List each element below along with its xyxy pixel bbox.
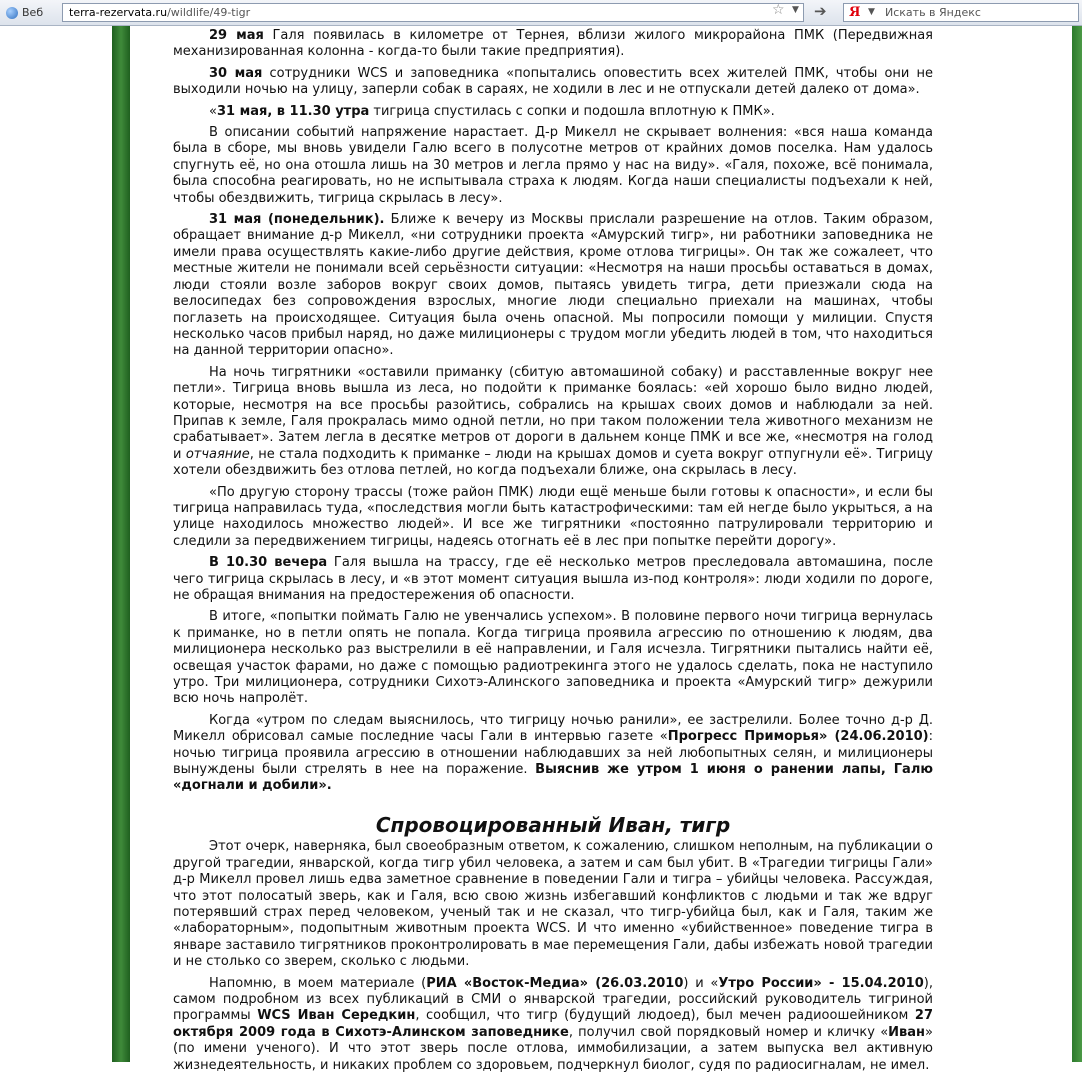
paragraph: Когда «утром по следам выяснилось, что тигрицу ночью ранили», ее застрелили. Более точно д-р Д. Микелл обрисовал самые последние часы Гали в интервью газете «Прогресс Приморья» (24.06.2010): ночью тигрица проявила агрессию в отношении наблюдавших за ней любопытных селян, и милиционеры вынуждены были стрелять в нее на поражение. Выяснив же утром 1 июня о ранении лапы, Галю «догнали и добили».	[173, 712, 934, 794]
search-box[interactable]	[843, 3, 1079, 22]
address-dropdown-icon[interactable]: ▼	[792, 5, 799, 15]
search-placeholder: Искать в Яндекс	[885, 6, 981, 19]
url-host: terra-rezervata.ru	[69, 6, 168, 19]
globe-icon	[6, 7, 18, 19]
search-engine-dropdown-icon[interactable]: ▼	[868, 7, 875, 17]
paragraph: В описании событий напряжение нарастает. Д-р Микелл не скрывает волнения: «вся наша команда была в сборе, мы вновь увидели Галю всего в полусотне метров от крайних домов поселка. Нам удалось спугнуть её, но она отошла лишь на 30 метров и легла прямо у нас на виду». «Галя, похоже, всё понимала, была способна реагировать, но не испытывала страха к людям. Когда наши специалисты подъехали к ней, чтобы обездвижить, тигрица скрылась в лесу».	[173, 125, 933, 206]
web-label: Веб	[22, 6, 44, 19]
paragraph: «По другую сторону трассы (тоже район ПМК) люди ещё меньше были готовы к опасности», и если бы тигрица направилась туда, «последствия могли быть катастрофическими: там ей негде было укрыться, а на улице находилось множество людей». И все же тигрятники «постоянно патрулировали территорию и следили за передвижением тигрицы, надеясь отогнать её в лес при попытке перейти дорогу».	[173, 484, 933, 549]
paragraph: В 10.30 вечера Галя вышла на трассу, где её несколько метров преследовала автомашина, после чего тигрица скрылась в лесу, и «в этот момент ситуация вышла из-под контроля»: люди ходили по дороге, не обращая внимания на предостережения об опасности.	[173, 555, 933, 603]
go-arrow-icon[interactable]: ➔	[814, 2, 827, 20]
paragraph: «31 мая, в 11.30 утра тигрица спустилась с сопки и подошла вплотную к ПМК».	[209, 103, 775, 119]
paragraph: В итоге, «попытки поймать Галю не увенчались успехом». В половине первого ночи тигрица вернулась к приманке, но в петли опять не попала. Когда тигрица проявила агрессию по отношению к людям, два милиционера несколько раз выстрелили в её направлении, и Галя исчезла. Тигрятники пытались найти её, освещая участок фарами, но даже с помощью радиотрекинга этого не удалось сделать, пока не наступило утро. Три милиционера, сотрудники Сихотэ-Алинского заповедника и проекта «Амурский тигр» дежурили всю ночь напролёт.	[173, 609, 933, 707]
bookmark-star-icon[interactable]: ☆	[772, 2, 785, 18]
paragraph: 30 мая сотрудники WCS и заповедника «попытались оповестить всех жителей ПМК, чтобы они не выходили ночью на улицу, заперли собак в сараях, не ходили в лес и не отпускали детей далеко от дома».	[173, 65, 933, 98]
yandex-logo-icon: Я	[849, 5, 861, 20]
address-bar[interactable]	[62, 3, 804, 22]
web-button[interactable]	[6, 4, 43, 21]
url-path: /wildlife/49-tigr	[167, 6, 251, 19]
article-body	[173, 28, 933, 1079]
paragraph: Напомню, в моем материале (РИА «Восток-Медиа» (26.03.2010) и «Утро России» - 15.04.2010), самом подробном из всех публикаций в СМИ о январской трагедии, российский руководитель тигриной программы WCS Иван Середкин, сообщил, что тигр (будущий людоед), был мечен радиоошейником 27 октября 2009 года в Сихотэ-Алинском заповеднике, получил свой порядковый номер и кличку «Иван» (по имени ученого). И что этот зверь после отлова, иммобилизации, а затем выпуска вел активную жизнедеятельность, и никаких проблем со здоровьем, подчеркнул биолог, судя по радиосигналам, не имел.	[173, 975, 934, 1073]
paragraph: Этот очерк, наверняка, был своеобразным ответом, к сожалению, слишком неполным, на публикации о другой трагедии, январской, когда тигр убил человека, а затем и сам был убит. В «Трагедии тигрицы Гали» д-р Микелл провел лишь едва заметное сравнение в поведении Гали и тигра – убийцы человека. Рассуждая, что этот полосатый зверь, как и Галя, всю свою жизнь избегавший конфликтов с людьми и так же вдруг потерявший страх перед человеком, ученый так и не сказал, что тигр-убийца был, как и Галя, таким же «лабораторным», подопытным животным проекта WCS. И что именно «убийственное» поведение тигра в январе заставило тигрятников проконтролировать в мае перемещения Гали, дабы избежать новой трагедии и не столько со зверем, сколько с людьми.	[173, 839, 933, 970]
right-border-decoration	[1072, 26, 1082, 1062]
left-border-decoration	[112, 26, 130, 1062]
section-title: Спровоцированный Иван, тигр	[375, 812, 731, 837]
page-area	[0, 26, 1082, 1073]
paragraph: 29 мая Галя появилась в километре от Тернея, вблизи жилого микрорайона ПМК (Передвижная механизированная колонна - когда-то были такие предприятия).	[173, 28, 933, 60]
paragraph: На ночь тигрятники «оставили приманку (сбитую автомашиной собаку) и расставленные вокруг нее петли». Тигрица вновь вышла из леса, но подойти к приманке боялась: «ей хорошо было видно людей, которые, несмотря на все просьбы разойтись, собрались на крышах своих домов и наблюдали за ней. Припав к земле, Галя прокралась мимо одной петли, но при таком положении тела животного механизм не срабатывает». Затем легла в десятке метров от дороги в дальнем конце ПМК и все же, «несмотря на голод и отчаяние, не стала подходить к приманке – люди на крышах домов и суета вокруг отпугнули её». Тигрицу хотели обездвижить без отлова петлей, но когда подъехали ближе, она скрылась в лесу.	[173, 364, 933, 479]
paragraph: 31 мая (понедельник). Ближе к вечеру из Москвы прислали разрешение на отлов. Таким образом, обращает внимание д-р Микелл, «ни сотрудники проекта «Амурский тигр», ни работники заповедника не имели права осуществлять какие-либо другие действия, кроме отлова тигрицы». Он так же сожалеет, что местные жители не понимали всей серьёзности ситуации: «Несмотря на наши просьбы оставаться в домах, люди стояли возле заборов вокруг своих домов, пытаясь увидеть тигра, дети приезжали сюда на велосипедах без сопровождения взрослых, многие люди специально приехали на машинах, чтобы поглазеть на происходящее. Ситуация была очень опасной. Мы попросили помощи у милиции. Спустя несколько часов прибыл наряд, но даже милиционеры с трудом могли убедить людей в том, что находиться на данной территории опасно».	[173, 212, 934, 359]
browser-toolbar	[0, 0, 1082, 26]
